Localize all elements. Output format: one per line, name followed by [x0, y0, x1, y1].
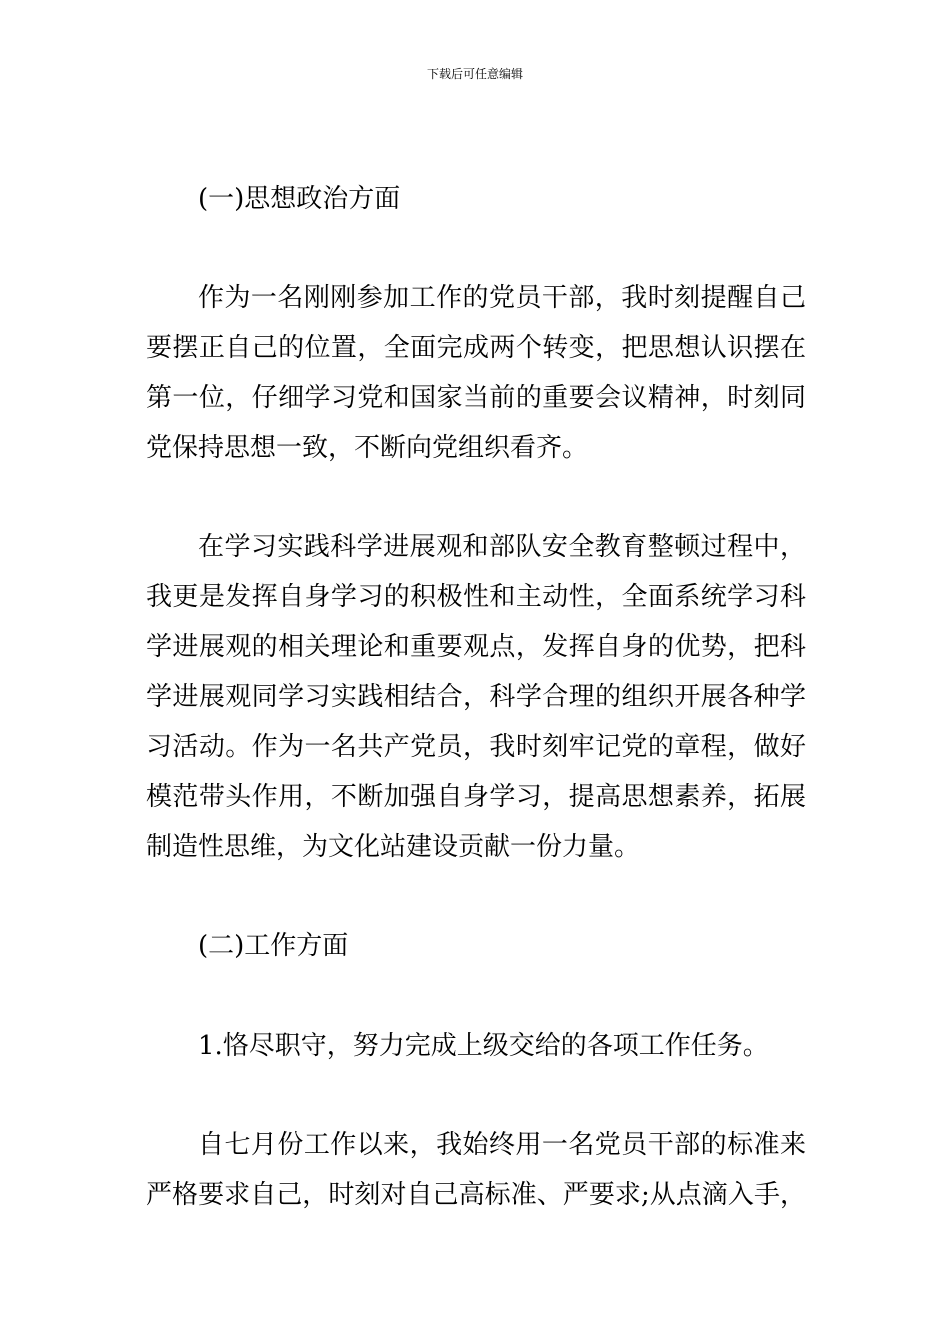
paragraph-line: 第一位，仔细学习党和国家当前的重要会议精神，时刻同	[146, 383, 806, 413]
paragraph-3	[146, 1120, 806, 1220]
paragraph-line: 要摆正自己的位置，全面完成两个转变，把思想认识摆在	[146, 333, 806, 363]
section-heading-1: (一)思想政治方面	[198, 184, 401, 214]
paragraph-line: 习活动。作为一名共产党员，我时刻牢记党的章程，做好	[146, 732, 806, 762]
paragraph-line: 学进展观的相关理论和重要观点，发挥自身的优势，把科	[146, 632, 806, 662]
paragraph-line: 在学习实践科学进展观和部队安全教育整顿过程中，	[198, 532, 806, 562]
paragraph-line: 我更是发挥自身学习的积极性和主动性，全面系统学习科	[146, 582, 806, 612]
paragraph-line: 自七月份工作以来，我始终用一名党员干部的标准来	[198, 1130, 806, 1160]
paragraph-line: 作为一名刚刚参加工作的党员干部，我时刻提醒自己	[198, 283, 806, 313]
paragraph-line: 严格要求自己，时刻对自己高标准、严要求;从点滴入手，	[146, 1180, 806, 1210]
paragraph-line: 模范带头作用，不断加强自身学习，提高思想素养，拓展	[146, 782, 806, 812]
list-item-1: 1.恪尽职守，努力完成上级交给的各项工作任务。	[198, 1031, 769, 1061]
paragraph-1	[146, 273, 806, 473]
section-heading-2: (二)工作方面	[198, 931, 349, 961]
header-note: 下载后可任意编辑	[426, 67, 523, 81]
paragraph-line: 制造性思维，为文化站建设贡献一份力量。	[146, 832, 641, 862]
paragraph-2	[146, 522, 806, 872]
paragraph-line: 党保持思想一致，不断向党组织看齐。	[146, 433, 589, 463]
paragraph-line: 学进展观同学习实践相结合，科学合理的组织开展各种学	[146, 682, 806, 712]
